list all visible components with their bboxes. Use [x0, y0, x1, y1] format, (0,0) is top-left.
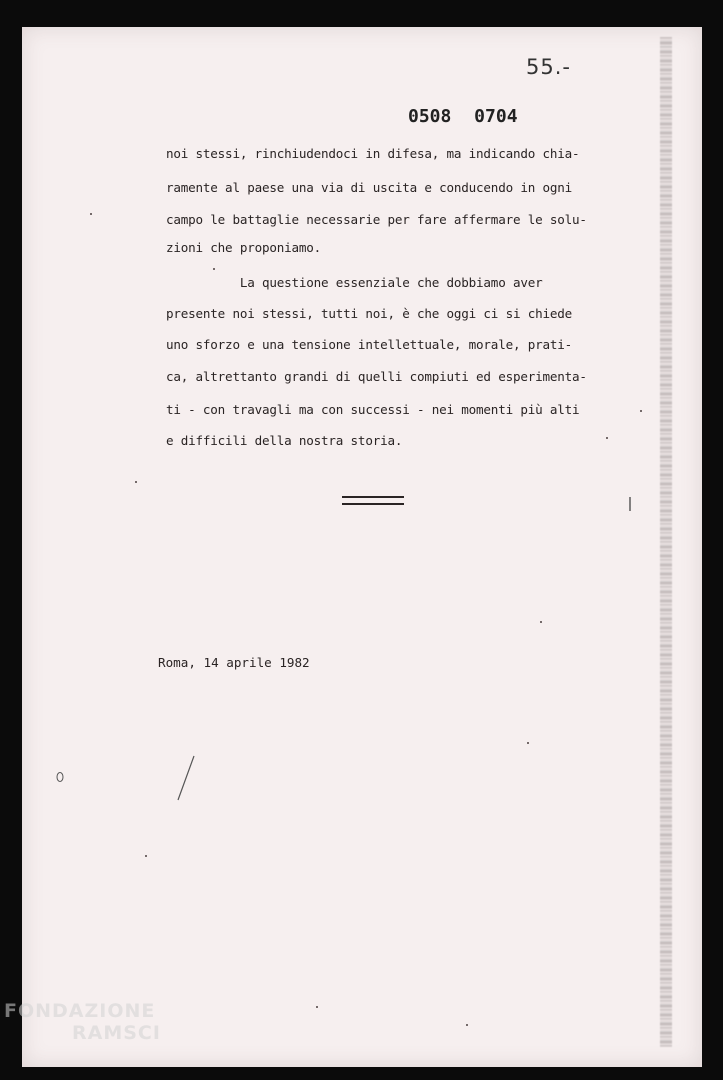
text-line: uno sforzo e una tensione intellettuale, morale, prati-: [166, 337, 573, 352]
pen-mark: [54, 770, 66, 784]
watermark-line: RAMSCI: [72, 1022, 161, 1044]
pen-stroke: [170, 752, 200, 804]
rule-line: [342, 503, 404, 505]
text-line: La questione essenziale che dobbiamo aver: [166, 275, 543, 290]
speck: [527, 742, 529, 744]
text-line: zioni che proponiamo.: [166, 240, 322, 255]
text-line: campo le battaglie necessarie per fare affermare le solu-: [166, 212, 587, 227]
speck: [466, 1024, 468, 1026]
text-line: ramente al paese una via di uscita e conducendo in ogni: [166, 180, 573, 195]
speck: [213, 268, 215, 270]
place-and-date: Roma, 14 aprile 1982: [158, 655, 310, 670]
speck: [135, 481, 137, 483]
speck: [606, 437, 608, 439]
margin-tick: [626, 495, 634, 513]
rule-line: [342, 496, 404, 498]
text-line: ca, altrettanto grandi di quelli compiuti ed esperimenta-: [166, 369, 587, 384]
fondazione-gramsci-watermark: [4, 1000, 161, 1044]
speck: [640, 410, 642, 412]
text-line: presente noi stessi, tutti noi, è che oggi ci si chiede: [166, 306, 573, 321]
page-number: 55.-: [526, 55, 571, 79]
speck: [540, 621, 542, 623]
watermark-line: FONDAZIONE: [4, 1000, 156, 1022]
speck: [316, 1006, 318, 1008]
end-of-text-double-rule: [342, 496, 404, 508]
speck: [90, 213, 92, 215]
text-line: noi stessi, rinchiudendoci in difesa, ma indicando chia-: [166, 146, 580, 161]
text-line: e difficili della nostra storia.: [166, 433, 403, 448]
document-code: 0508 0704: [408, 106, 518, 127]
speck: [145, 855, 147, 857]
text-line: ti - con travagli ma con successi - nei momenti più alti: [166, 402, 580, 417]
